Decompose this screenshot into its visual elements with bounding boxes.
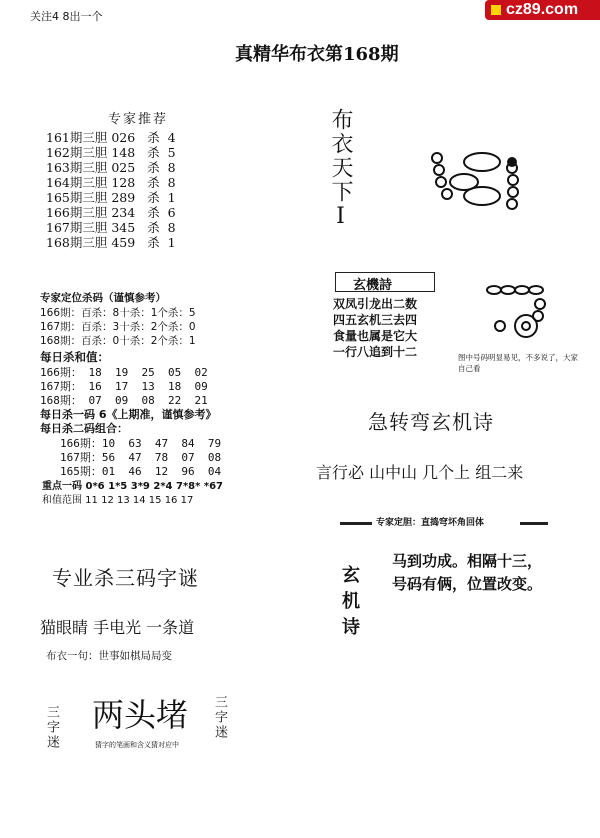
position-kill-row: 167期：百杀：3十杀：2个杀：0: [40, 321, 196, 333]
page-title: 真精华布衣第168期: [235, 44, 399, 65]
poem-line: 四五玄机三去四: [333, 313, 418, 327]
coin-shape: [464, 153, 500, 171]
daily-pair-row: 167期：56 47 78 07 08: [60, 451, 222, 464]
jizhuan-heading: 急转弯玄机诗: [368, 410, 494, 434]
focus-line: 重点一码 0*6 1*5 3*9 2*4 7*8* *67: [42, 481, 223, 492]
bead-shape: [436, 177, 446, 187]
position-kill-row: 166期：百杀：8十杀：1个杀：5: [40, 307, 196, 319]
bead-shape: [508, 187, 518, 197]
poem-line: 双凤引龙出二数: [333, 297, 418, 311]
poem-line: 食量也属是它大: [333, 329, 418, 343]
expert-row: 168期三胆 459 杀 1: [46, 235, 176, 250]
expert-row: 164期三胆 128 杀 8: [46, 175, 176, 190]
coin-puzzle-graphic: [420, 140, 535, 220]
expert-divider-text: 专家定胆：直捣穹坏角回体: [376, 518, 485, 528]
daily-sum-heading: 每日杀和值：: [40, 350, 109, 364]
bead-shape: [508, 175, 518, 185]
chart-caption: 图中号码明显易见，不多说了，大家自己看: [458, 353, 578, 373]
coin-shape: [515, 315, 537, 337]
vertical-poem-line: 马到功成。相隔十三，: [392, 552, 543, 570]
buyi-tianxia: 布衣天下Ⅰ: [328, 108, 353, 231]
poem-line: 一行八追到十二: [333, 345, 418, 359]
sum-range-line: 和值范围 11 12 13 14 15 16 17: [42, 495, 194, 506]
badge-square-icon: [491, 5, 501, 15]
expert-row: 167期三胆 345 杀 8: [46, 220, 176, 235]
daily-pair-row: 166期：10 63 47 84 79: [60, 437, 222, 450]
experts-heading: 专家推荐: [108, 112, 169, 127]
bead-shape: [432, 153, 442, 163]
expert-row: 161期三胆 026 杀 4: [46, 130, 176, 145]
daily-sum-row: 166期： 18 19 25 05 02: [40, 366, 208, 379]
three-char-left: 三字迷: [44, 705, 59, 750]
position-kill-heading: 专家定位杀码（谨慎参考）: [40, 292, 166, 304]
expert-row: 165期三胆 289 杀 1: [46, 190, 176, 205]
daily-sum-row: 167期： 16 17 13 18 09: [40, 380, 208, 393]
vertical-poem-line: 号码有俩，位置改变。: [392, 575, 543, 593]
divider-line-left: [340, 522, 372, 525]
site-badge[interactable]: [485, 0, 600, 20]
bead-shape: [442, 189, 452, 199]
bead-shape: [507, 199, 517, 209]
daily-one-line: 每日杀一码 6《上期准，谨慎参考》: [40, 408, 217, 421]
chain-link: [529, 286, 543, 294]
small-note: 猜字的笔画和含义猜对应中: [95, 741, 179, 749]
poem-heading: 玄機詩: [353, 278, 393, 293]
bead-shape: [434, 165, 444, 175]
coin-shape: [464, 187, 500, 205]
expert-row: 163期三胆 025 杀 8: [46, 160, 176, 175]
corner-note: 关注4 8出一个: [30, 10, 103, 23]
daily-pair-row: 165期：01 46 12 96 04: [60, 465, 222, 478]
two-head-pig: 两头堵: [92, 696, 189, 734]
jizhuan-text: 言行必 山中山 几个上 组二来: [316, 463, 524, 482]
buyi-saying: 布衣一句：世事如棋局局变: [46, 650, 172, 662]
bead-shape-filled: [507, 157, 517, 167]
expert-row: 166期三胆 234 杀 6: [46, 205, 176, 220]
riddle-heading: 专业杀三码字谜: [52, 566, 199, 590]
chain-link: [535, 299, 545, 309]
vertical-poem-label: 玄机诗: [339, 565, 360, 643]
position-kill-row: 168期：百杀：0十杀：2个杀：1: [40, 335, 196, 347]
expert-row: 162期三胆 148 杀 5: [46, 145, 176, 160]
daily-pair-heading: 每日杀二码组合：: [40, 422, 128, 435]
chain-link: [487, 286, 501, 294]
divider-line-right: [520, 522, 548, 525]
chain-puzzle-graphic: [478, 282, 558, 348]
daily-sum-row: 168期： 07 09 08 22 21: [40, 394, 208, 407]
chain-link: [495, 321, 505, 331]
riddle-text: 猫眼睛 手电光 一条道: [40, 618, 195, 637]
three-char-right: 三字迷: [212, 695, 227, 740]
chain-link: [501, 286, 515, 294]
badge-text: cz89.com: [506, 1, 579, 18]
coin-hole: [522, 322, 530, 330]
chain-link: [515, 286, 529, 294]
